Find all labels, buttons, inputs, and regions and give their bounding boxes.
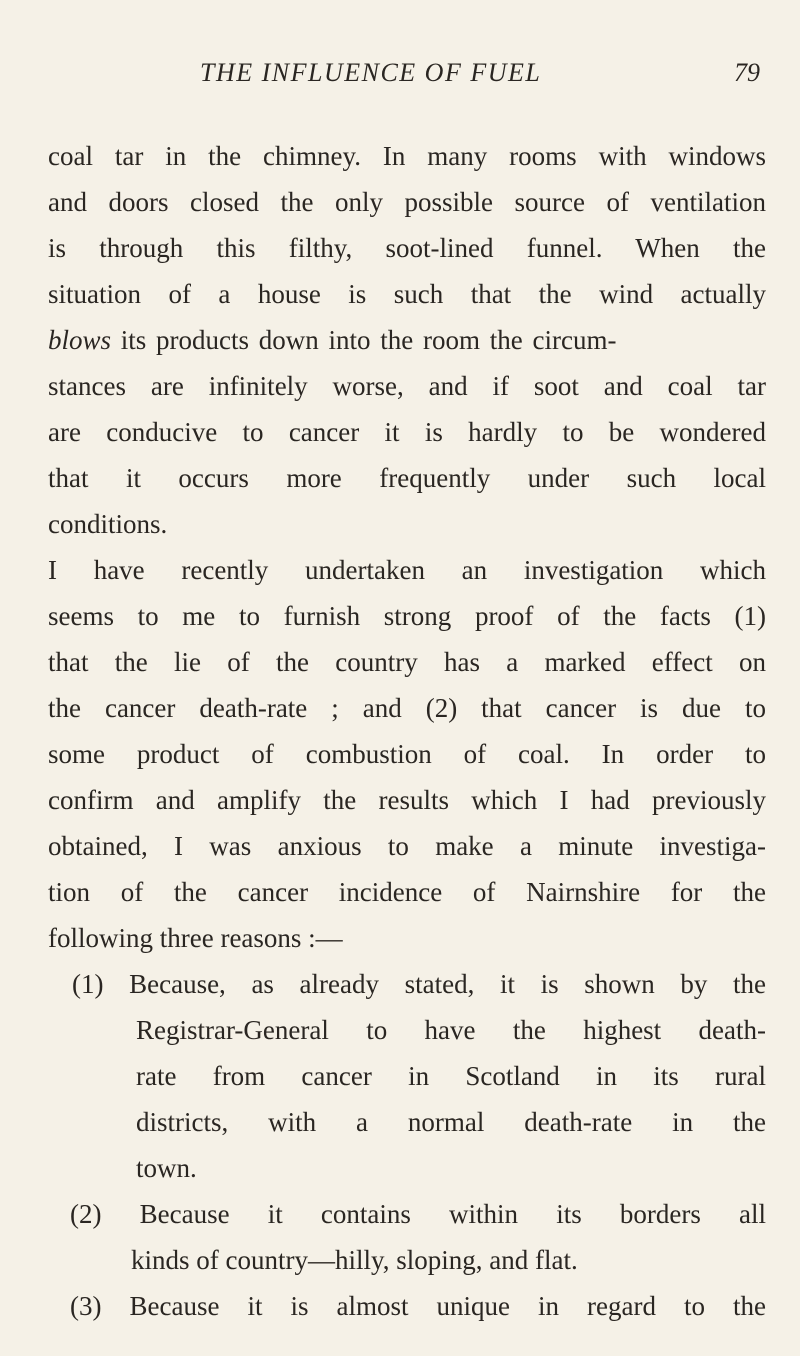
text-line: is through this filthy, soot-lined funnel. When the <box>48 233 766 263</box>
page-number: 79 <box>734 58 760 87</box>
text-line: obtained, I was anxious to make a minute investiga- <box>48 831 766 861</box>
list-item-line: Registrar-General to have the highest death- <box>136 1015 766 1045</box>
list-item-line: (3) Because it is almost unique in regard to the <box>70 1291 766 1321</box>
text-line <box>48 322 766 358</box>
list-item-line: districts, with a normal death-rate in the <box>136 1107 766 1137</box>
text-line: I have recently undertaken an investigation which <box>48 555 766 585</box>
text-line: are conducive to cancer it is hardly to be wondered <box>48 417 766 447</box>
running-title: THE INFLUENCE OF FUEL <box>200 58 542 87</box>
text-line: confirm and amplify the results which I had previously <box>48 785 766 815</box>
text-line: the cancer death-rate ; and (2) that cancer is due to <box>48 693 766 723</box>
text-line: and doors closed the only possible source of ventilation <box>48 187 766 217</box>
text-line: situation of a house is such that the wind actually <box>48 279 766 309</box>
list-item-line: (2) Because it contains within its borders all <box>70 1199 766 1229</box>
text-line: some product of combustion of coal. In order to <box>48 739 766 769</box>
text-line: that the lie of the country has a marked effect on <box>48 647 766 677</box>
line-rest: its products down into the room the circum- <box>111 325 617 355</box>
text-line: coal tar in the chimney. In many rooms with windows <box>48 141 766 171</box>
text-line: conditions. <box>48 509 168 539</box>
running-head <box>0 58 800 98</box>
list-item-line: kinds of country—hilly, sloping, and flat. <box>131 1245 578 1275</box>
text-line: that it occurs more frequently under such local <box>48 463 766 493</box>
text-line: following three reasons :— <box>48 923 343 953</box>
list-item-line: rate from cancer in Scotland in its rural <box>136 1061 766 1091</box>
text-line: tion of the cancer incidence of Nairnshire for the <box>48 877 766 907</box>
italic-word: blows <box>48 325 112 355</box>
list-item-line: town. <box>136 1153 197 1183</box>
text-line: stances are infinitely worse, and if soot and coal tar <box>48 371 766 401</box>
text-line: seems to me to furnish strong proof of the facts (1) <box>48 601 766 631</box>
list-item-line: (1) Because, as already stated, it is shown by the <box>72 969 766 999</box>
